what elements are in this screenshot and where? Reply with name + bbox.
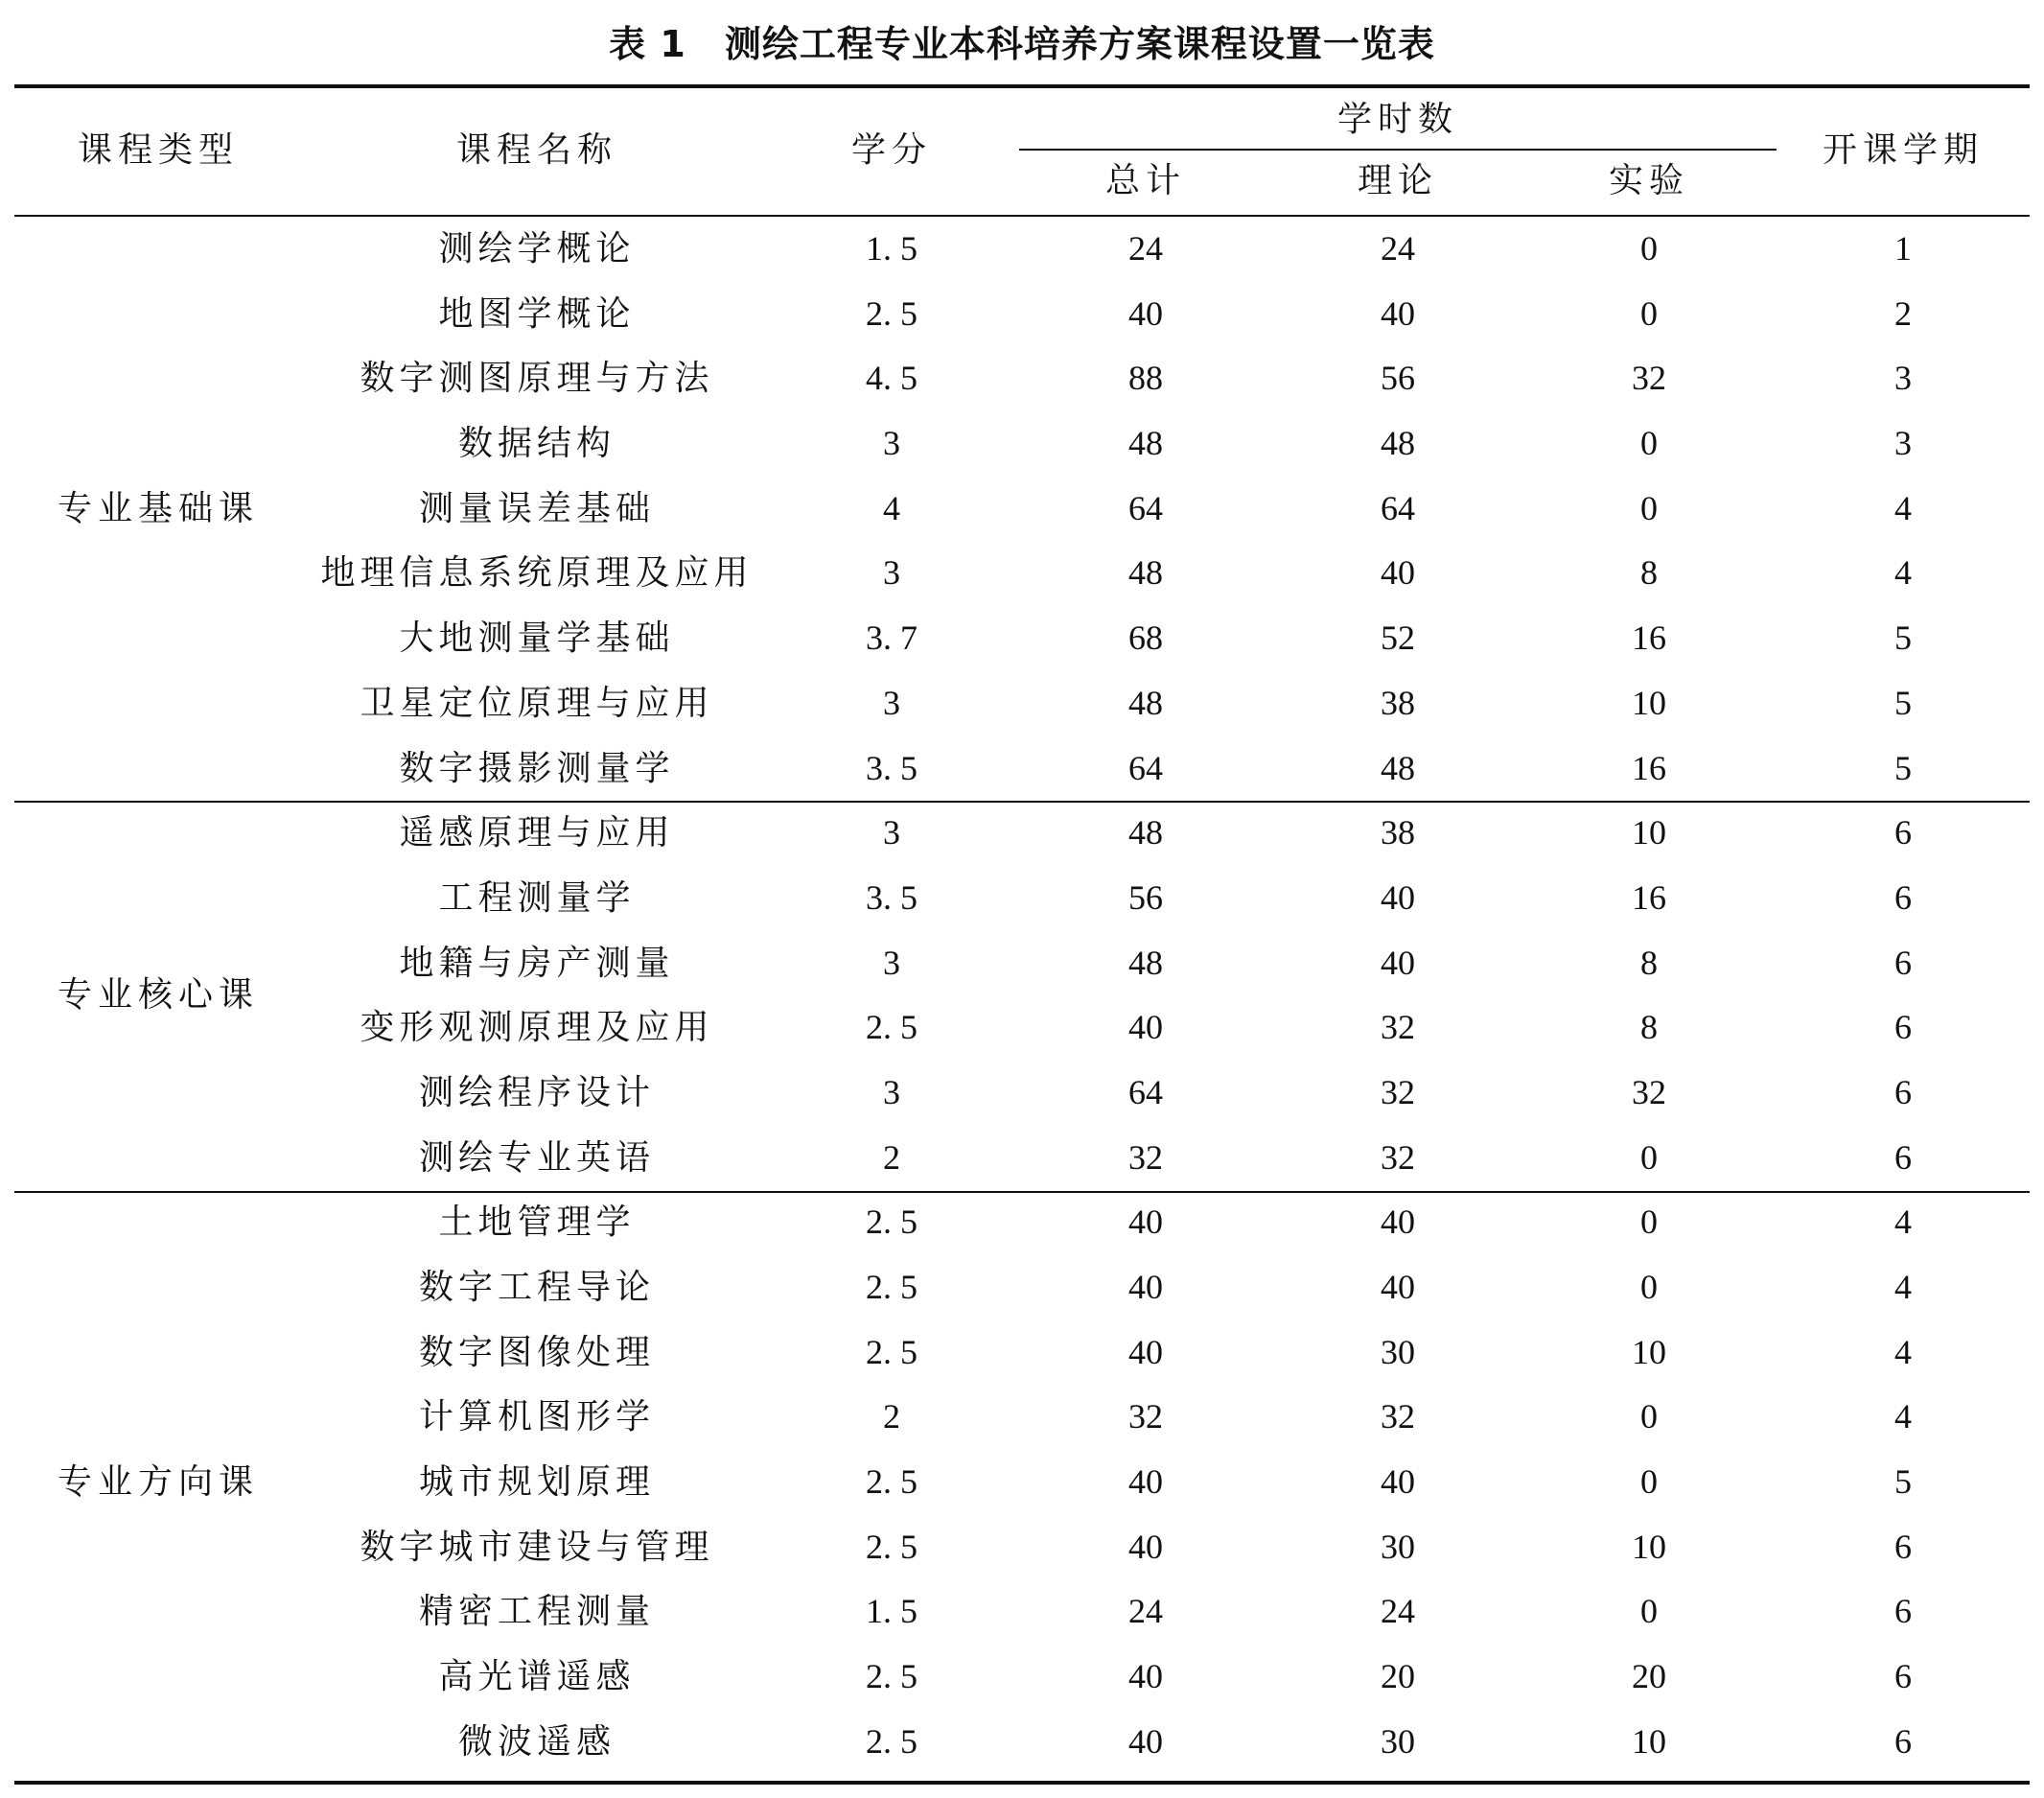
lab-hours: 10 <box>1632 683 1666 722</box>
theory-hours: 56 <box>1381 359 1415 398</box>
semester-value: 4 <box>1894 1268 1912 1306</box>
header-credit: 学分 <box>850 130 932 170</box>
total-hours: 40 <box>1128 1268 1163 1306</box>
credit-value: 2. 5 <box>866 1203 917 1242</box>
credit-value: 2. 5 <box>866 1332 917 1371</box>
credit-value: 2. 5 <box>866 1268 917 1306</box>
total-hours: 88 <box>1128 359 1163 398</box>
lab-hours: 16 <box>1632 877 1666 917</box>
total-hours: 48 <box>1128 424 1163 463</box>
course-name: 变形观测原理及应用 <box>360 1008 714 1048</box>
semester-value: 4 <box>1894 488 1912 527</box>
table-row <box>0 541 2044 606</box>
table-row <box>0 477 2044 542</box>
credit-value: 3. 5 <box>866 877 917 917</box>
header-semester: 开课学期 <box>1822 130 1984 170</box>
total-hours: 48 <box>1128 683 1163 722</box>
total-hours: 48 <box>1128 553 1163 593</box>
header-subrule <box>1019 149 1777 151</box>
credit-value: 3 <box>883 683 900 722</box>
total-hours: 32 <box>1128 1397 1163 1436</box>
lab-hours: 32 <box>1632 1072 1666 1111</box>
table-row <box>0 801 2044 866</box>
credit-value: 3 <box>883 943 900 982</box>
total-hours: 40 <box>1128 1527 1163 1566</box>
theory-hours: 30 <box>1381 1527 1415 1566</box>
table-row <box>0 995 2044 1061</box>
credit-value: 3. 5 <box>866 748 917 787</box>
total-hours: 32 <box>1128 1137 1163 1177</box>
table-number: 表 1 <box>609 23 686 65</box>
theory-hours: 52 <box>1381 619 1415 658</box>
total-hours: 40 <box>1128 1008 1163 1047</box>
table-row <box>0 1126 2044 1191</box>
semester-value: 6 <box>1894 813 1912 852</box>
total-hours: 64 <box>1128 488 1163 527</box>
lab-hours: 16 <box>1632 619 1666 658</box>
credit-value: 2. 5 <box>866 293 917 333</box>
theory-hours: 40 <box>1381 943 1415 982</box>
table-row <box>0 1190 2044 1255</box>
table-row <box>0 671 2044 736</box>
theory-hours: 40 <box>1381 553 1415 593</box>
top-rule <box>14 84 2030 88</box>
theory-hours: 30 <box>1381 1332 1415 1371</box>
table-row <box>0 1450 2044 1515</box>
credit-value: 2. 5 <box>866 1527 917 1566</box>
semester-value: 6 <box>1894 943 1912 982</box>
total-hours: 48 <box>1128 813 1163 852</box>
header-course-type: 课程类型 <box>77 130 239 170</box>
table-caption: 测绘工程专业本科培养方案课程设置一览表 <box>724 23 1435 65</box>
total-hours: 24 <box>1128 1592 1163 1631</box>
course-name: 工程测量学 <box>438 877 636 918</box>
semester-value: 6 <box>1894 1137 1912 1177</box>
semester-value: 4 <box>1894 1397 1912 1436</box>
semester-value: 3 <box>1894 359 1912 398</box>
semester-value: 3 <box>1894 424 1912 463</box>
semester-value: 6 <box>1894 1008 1912 1047</box>
header-theory: 理论 <box>1357 161 1438 200</box>
total-hours: 40 <box>1128 293 1163 333</box>
lab-hours: 8 <box>1640 1008 1658 1047</box>
course-type-label: 专业方向课 <box>57 1462 259 1503</box>
header-course-name: 课程名称 <box>455 130 617 170</box>
lab-hours: 10 <box>1632 1527 1666 1566</box>
lab-hours: 10 <box>1632 1721 1666 1761</box>
total-hours: 64 <box>1128 748 1163 787</box>
course-name: 地籍与房产测量 <box>399 943 675 983</box>
lab-hours: 0 <box>1640 1462 1658 1502</box>
table-body <box>0 217 2044 1775</box>
semester-value: 5 <box>1894 619 1912 658</box>
credit-value: 3 <box>883 1072 900 1111</box>
course-type-label: 专业基础课 <box>57 488 259 528</box>
table-row <box>0 866 2044 931</box>
semester-value: 1 <box>1894 229 1912 268</box>
table-row <box>0 1385 2044 1450</box>
course-name: 精密工程测量 <box>418 1592 655 1632</box>
total-hours: 48 <box>1128 943 1163 982</box>
course-name: 地图学概论 <box>438 293 636 334</box>
semester-value: 4 <box>1894 553 1912 593</box>
course-name: 城市规划原理 <box>418 1462 655 1503</box>
credit-value: 3 <box>883 424 900 463</box>
semester-value: 6 <box>1894 1527 1912 1566</box>
course-name: 土地管理学 <box>438 1203 636 1243</box>
lab-hours: 8 <box>1640 943 1658 982</box>
table-row <box>0 411 2044 477</box>
course-name: 数据结构 <box>457 424 616 464</box>
table-row <box>0 1515 2044 1580</box>
credit-value: 3 <box>883 813 900 852</box>
lab-hours: 0 <box>1640 1203 1658 1242</box>
theory-hours: 38 <box>1381 813 1415 852</box>
total-hours: 40 <box>1128 1462 1163 1502</box>
lab-hours: 8 <box>1640 553 1658 593</box>
table-title <box>0 17 2044 71</box>
lab-hours: 20 <box>1632 1657 1666 1696</box>
semester-value: 2 <box>1894 293 1912 333</box>
lab-hours: 0 <box>1640 1397 1658 1436</box>
table-row <box>0 931 2044 996</box>
total-hours: 40 <box>1128 1657 1163 1696</box>
table-row <box>0 1320 2044 1386</box>
semester-value: 6 <box>1894 1592 1912 1631</box>
table-row <box>0 1061 2044 1126</box>
table-row <box>0 346 2044 411</box>
table-row <box>0 1710 2044 1775</box>
theory-hours: 40 <box>1381 877 1415 917</box>
theory-hours: 40 <box>1381 1268 1415 1306</box>
course-name: 高光谱遥感 <box>438 1657 636 1697</box>
lab-hours: 10 <box>1632 1332 1666 1371</box>
table-row <box>0 736 2044 802</box>
lab-hours: 0 <box>1640 1137 1658 1177</box>
theory-hours: 40 <box>1381 1462 1415 1502</box>
table-row <box>0 1645 2044 1710</box>
total-hours: 68 <box>1128 619 1163 658</box>
theory-hours: 48 <box>1381 748 1415 787</box>
credit-value: 1. 5 <box>866 1592 917 1631</box>
lab-hours: 32 <box>1632 359 1666 398</box>
theory-hours: 32 <box>1381 1137 1415 1177</box>
theory-hours: 24 <box>1381 1592 1415 1631</box>
credit-value: 2. 5 <box>866 1657 917 1696</box>
lab-hours: 0 <box>1640 1268 1658 1306</box>
lab-hours: 0 <box>1640 229 1658 268</box>
table-row <box>0 1579 2044 1645</box>
lab-hours: 0 <box>1640 424 1658 463</box>
credit-value: 4 <box>883 488 900 527</box>
bottom-rule <box>14 1781 2030 1785</box>
table-row <box>0 217 2044 282</box>
credit-value: 2. 5 <box>866 1462 917 1502</box>
course-name: 数字摄影测量学 <box>399 748 675 788</box>
course-name: 微波遥感 <box>457 1721 616 1762</box>
course-name: 遥感原理与应用 <box>399 813 675 853</box>
course-name: 数字工程导论 <box>418 1268 655 1307</box>
theory-hours: 20 <box>1381 1657 1415 1696</box>
credit-value: 4. 5 <box>866 359 917 398</box>
theory-hours: 32 <box>1381 1008 1415 1047</box>
course-name: 大地测量学基础 <box>399 619 675 659</box>
header-total: 总计 <box>1104 161 1186 200</box>
semester-value: 4 <box>1894 1332 1912 1371</box>
credit-value: 3. 7 <box>866 619 917 658</box>
course-name: 测绘学概论 <box>438 229 636 269</box>
theory-hours: 48 <box>1381 424 1415 463</box>
theory-hours: 64 <box>1381 488 1415 527</box>
credit-value: 2 <box>883 1137 900 1177</box>
course-name: 地理信息系统原理及应用 <box>320 553 754 594</box>
theory-hours: 30 <box>1381 1721 1415 1761</box>
course-name: 卫星定位原理与应用 <box>360 683 714 723</box>
table-row <box>0 1255 2044 1320</box>
course-name: 数字测图原理与方法 <box>360 359 714 399</box>
theory-hours: 40 <box>1381 1203 1415 1242</box>
theory-hours: 32 <box>1381 1072 1415 1111</box>
course-name: 数字城市建设与管理 <box>360 1527 714 1567</box>
total-hours: 56 <box>1128 877 1163 917</box>
total-hours: 40 <box>1128 1203 1163 1242</box>
lab-hours: 10 <box>1632 813 1666 852</box>
theory-hours: 40 <box>1381 293 1415 333</box>
theory-hours: 24 <box>1381 229 1415 268</box>
credit-value: 2 <box>883 1397 900 1436</box>
semester-value: 4 <box>1894 1203 1912 1242</box>
lab-hours: 0 <box>1640 488 1658 527</box>
header-hours: 学时数 <box>1336 100 1458 139</box>
lab-hours: 16 <box>1632 748 1666 787</box>
credit-value: 2. 5 <box>866 1721 917 1761</box>
semester-value: 5 <box>1894 683 1912 722</box>
total-hours: 40 <box>1128 1721 1163 1761</box>
credit-value: 3 <box>883 553 900 593</box>
table-row <box>0 606 2044 671</box>
theory-hours: 32 <box>1381 1397 1415 1436</box>
course-name: 测绘程序设计 <box>418 1072 655 1112</box>
total-hours: 40 <box>1128 1332 1163 1371</box>
credit-value: 2. 5 <box>866 1008 917 1047</box>
total-hours: 64 <box>1128 1072 1163 1111</box>
semester-value: 6 <box>1894 877 1912 917</box>
semester-value: 6 <box>1894 1072 1912 1111</box>
course-name: 计算机图形学 <box>418 1397 655 1437</box>
header-lab: 实验 <box>1608 161 1689 200</box>
course-name: 数字图像处理 <box>418 1332 655 1372</box>
theory-hours: 38 <box>1381 683 1415 722</box>
course-name: 测绘专业英语 <box>418 1137 655 1178</box>
semester-value: 6 <box>1894 1721 1912 1761</box>
semester-value: 5 <box>1894 748 1912 787</box>
credit-value: 1. 5 <box>866 229 917 268</box>
table-row <box>0 282 2044 347</box>
lab-hours: 0 <box>1640 293 1658 333</box>
lab-hours: 0 <box>1640 1592 1658 1631</box>
semester-value: 6 <box>1894 1657 1912 1696</box>
course-type-label: 专业核心课 <box>57 975 259 1016</box>
total-hours: 24 <box>1128 229 1163 268</box>
course-name: 测量误差基础 <box>418 488 655 528</box>
semester-value: 5 <box>1894 1462 1912 1502</box>
